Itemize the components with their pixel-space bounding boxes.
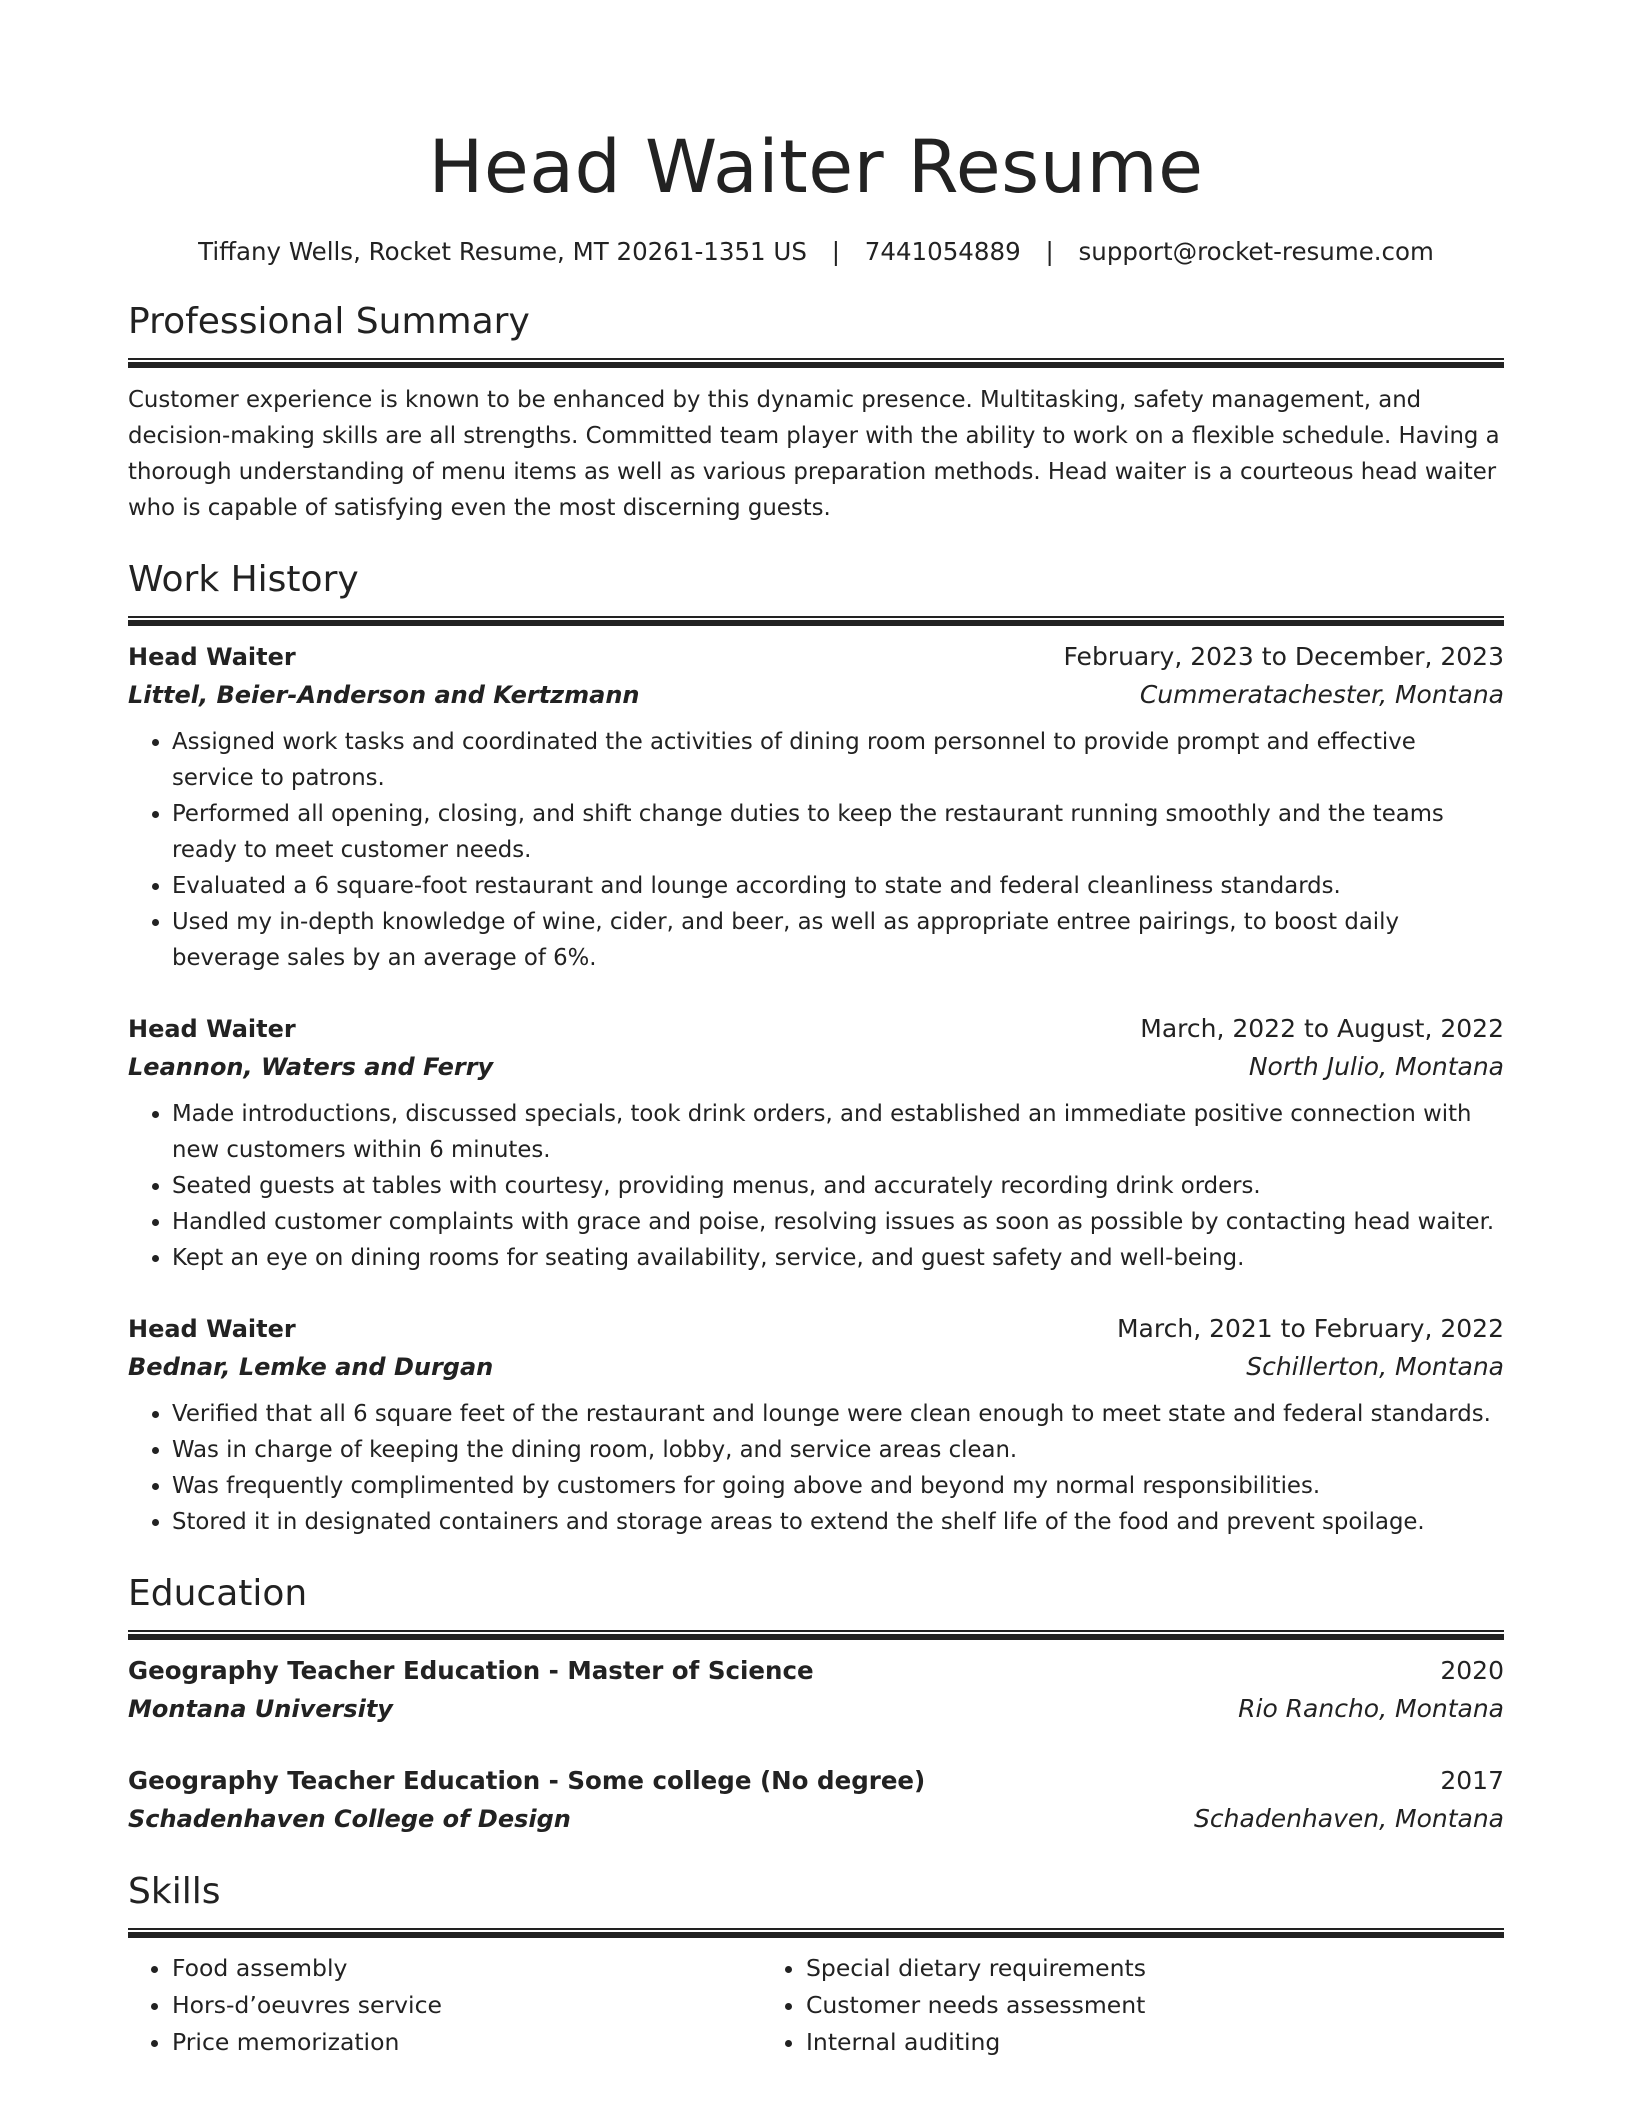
contact-separator: | [831,237,840,266]
job-dates: March, 2022 to August, 2022 [1140,1014,1504,1043]
summary-section-header [128,300,1504,368]
list-item: • Assigned work tasks and coordinated the activities of dining room personnel to provide prompt and effective service to patrons. [172,724,1504,796]
contact-line [128,236,1504,268]
education-entry [128,1762,1504,1838]
graduation-year: 2020 [1440,1656,1504,1685]
list-item: • Performed all opening, closing, and shift change duties to keep the restaurant running smoothly and the teams ready to meet customer needs. [172,796,1504,868]
skill-item: • Customer needs assessment [806,1987,1504,2024]
education-school-row [128,1690,1504,1728]
list-item: • Verified that all 6 square feet of the restaurant and lounge were clean enough to meet state and federal standards. [172,1396,1504,1432]
skills-columns [128,1950,1504,2061]
job-entry [128,1010,1504,1276]
job-header-row [128,638,1504,676]
resume-content [128,0,1504,2061]
job-duties-list [128,724,1504,976]
degree-name: Geography Teacher Education - Master of Science [128,1656,814,1685]
job-entry [128,1310,1504,1540]
skills-list-right [762,1950,1504,2061]
job-entry [128,638,1504,976]
job-company-row [128,676,1504,714]
job-title: Head Waiter [128,1015,296,1043]
section-divider [128,1630,1504,1640]
contact-address: Tiffany Wells, Rocket Resume, MT 20261-1351 US [198,237,807,266]
job-company-row [128,1048,1504,1086]
job-header-row [128,1010,1504,1048]
job-company: Bednar, Lemke and Durgan [128,1353,494,1381]
skill-item: • Special dietary requirements [806,1950,1504,1987]
school-name: Schadenhaven College of Design [128,1805,571,1833]
degree-name: Geography Teacher Education - Some college (No degree) [128,1766,926,1795]
skill-item: • Internal auditing [806,2024,1504,2061]
section-divider [128,358,1504,368]
list-item: • Stored it in designated containers and storage areas to extend the shelf life of the food and prevent spoilage. [172,1504,1504,1540]
list-item: • Handled customer complaints with grace and poise, resolving issues as soon as possible by contacting head waiter. [172,1204,1504,1240]
graduation-year: 2017 [1440,1766,1504,1795]
job-header-row [128,1310,1504,1348]
education-heading: Education [128,1573,308,1614]
summary-heading: Professional Summary [128,301,530,342]
school-location: Rio Rancho, Montana [1238,1694,1504,1723]
school-location: Schadenhaven, Montana [1194,1804,1504,1833]
school-name: Montana University [128,1695,393,1723]
list-item: • Used my in-depth knowledge of wine, cider, and beer, as well as appropriate entree pairings, to boost daily beverage sales by an average of 6%. [172,904,1504,976]
job-location: North Julio, Montana [1248,1052,1504,1081]
resume-title: Head Waiter Resume [428,125,1204,210]
skills-list-left [128,1950,762,2061]
education-school-row [128,1800,1504,1838]
job-title: Head Waiter [128,1315,296,1343]
list-item: • Evaluated a 6 square-foot restaurant and lounge according to state and federal cleanliness standards. [172,868,1504,904]
contact-phone: 7441054889 [864,237,1021,266]
job-duties-list [128,1396,1504,1540]
contact-email: support@rocket-resume.com [1078,237,1434,266]
contact-separator: | [1045,237,1054,266]
job-company: Littel, Beier-Anderson and Kertzmann [128,681,640,709]
education-header-row [128,1652,1504,1690]
job-dates: February, 2023 to December, 2023 [1063,642,1504,671]
skills-heading: Skills [128,1871,221,1912]
job-dates: March, 2021 to February, 2022 [1116,1314,1504,1343]
education-header-row [128,1762,1504,1800]
job-title: Head Waiter [128,643,296,671]
section-divider [128,1928,1504,1938]
summary-text: Customer experience is known to be enhanced by this dynamic presence. Multitasking, safety management, and decision-making skills are all strengths. Committed team player with the ability to work on a flexible schedule. Having a thorough understanding of menu items as well as various preparation methods. Head waiter is a courteous head waiter who is capable of satisfying even the most discerning guests. [128,387,1500,521]
job-location: Cummeratachester, Montana [1139,680,1504,709]
skill-item: • Price memorization [172,2024,762,2061]
list-item: • Kept an eye on dining rooms for seating availability, service, and guest safety and well-being. [172,1240,1504,1276]
job-location: Schillerton, Montana [1246,1352,1504,1381]
job-company: Leannon, Waters and Ferry [128,1053,494,1081]
list-item: • Was frequently complimented by customers for going above and beyond my normal responsibilities. [172,1468,1504,1504]
list-item: • Was in charge of keeping the dining room, lobby, and service areas clean. [172,1432,1504,1468]
education-section-header [128,1572,1504,1640]
education-entry [128,1652,1504,1728]
job-company-row [128,1348,1504,1386]
list-item: • Seated guests at tables with courtesy, providing menus, and accurately recording drink orders. [172,1168,1504,1204]
skills-section-header [128,1870,1504,1938]
work-heading: Work History [128,559,359,600]
skill-item: • Food assembly [172,1950,762,1987]
job-duties-list [128,1096,1504,1276]
work-section-header [128,558,1504,626]
skill-item: • Hors-d’oeuvres service [172,1987,762,2024]
section-divider [128,616,1504,626]
list-item: • Made introductions, discussed specials, took drink orders, and established an immediate positive connection with new customers within 6 minutes. [172,1096,1504,1168]
